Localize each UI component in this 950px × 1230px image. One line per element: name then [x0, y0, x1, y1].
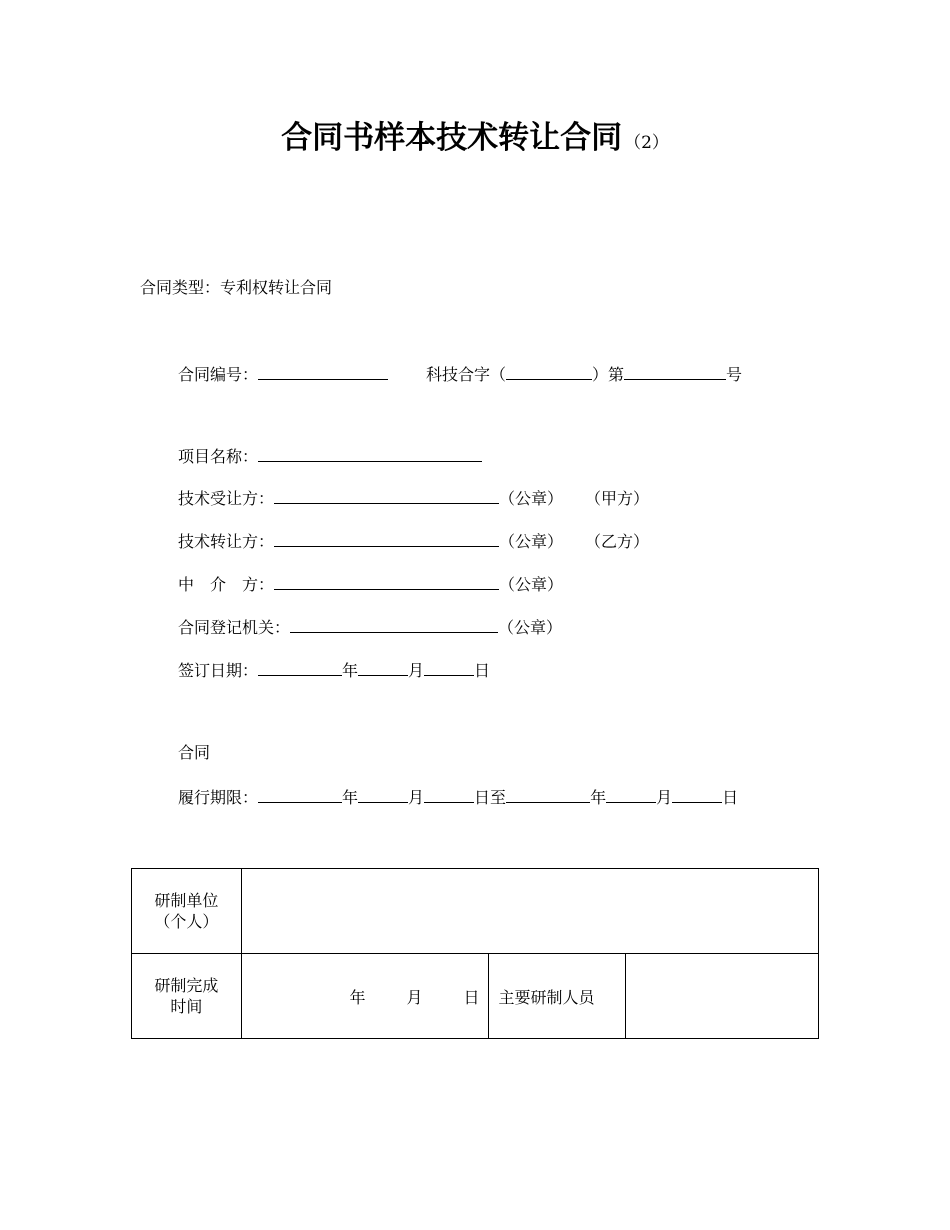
registry-blank[interactable] [290, 614, 498, 633]
term-start-day-blank[interactable] [424, 784, 474, 803]
completion-month-label: 月 [406, 987, 423, 1007]
contract-number-blank[interactable] [258, 361, 388, 380]
sign-year-blank[interactable] [258, 657, 342, 676]
intermediary-row [178, 571, 563, 595]
tech-suffix: 号 [726, 365, 743, 384]
term-label-1: 合同 [178, 743, 211, 762]
term-end-month-blank[interactable] [606, 784, 656, 803]
intermediary-blank[interactable] [274, 571, 499, 590]
term-day-to-label: 日至 [474, 788, 507, 807]
completion-day-label: 日 [463, 987, 480, 1007]
research-unit-value-cell[interactable] [241, 869, 818, 954]
party-b-label: （乙方） [585, 532, 650, 551]
document-title [0, 112, 950, 157]
sign-year-label: 年 [342, 661, 359, 680]
registry-row [178, 614, 562, 638]
transferor-blank[interactable] [274, 528, 499, 547]
research-unit-sub-label: （个人） [154, 912, 219, 931]
term-start-month-label: 月 [408, 788, 425, 807]
tech-mid: ）第 [592, 365, 625, 384]
sign-day-label: 日 [474, 661, 491, 680]
main-staff-label-cell [488, 954, 626, 1039]
project-name-blank[interactable] [258, 443, 482, 462]
term-end-year-blank[interactable] [506, 784, 590, 803]
project-name-label: 项目名称： [178, 447, 259, 466]
term-row [178, 784, 738, 808]
research-unit-label-cell [132, 869, 242, 954]
completion-time-label: 研制完成 [154, 976, 219, 995]
title-suffix: （2） [624, 133, 669, 153]
transferee-blank[interactable] [274, 485, 499, 504]
term-start-year-blank[interactable] [258, 784, 342, 803]
term-start-month-blank[interactable] [358, 784, 408, 803]
term-end-year-label: 年 [590, 788, 607, 807]
table-row [132, 954, 819, 1039]
tech-serial-blank[interactable] [624, 361, 726, 380]
completion-date-cell[interactable] [241, 954, 488, 1039]
seal-label: （公章） [498, 618, 563, 637]
term-end-month-label: 月 [656, 788, 673, 807]
completion-time-sub-label: 时间 [170, 997, 203, 1016]
completion-time-label-cell [132, 954, 242, 1039]
tech-prefix: 科技合字（ [426, 365, 507, 384]
main-staff-label: 主要研制人员 [498, 987, 595, 1007]
completion-year-label: 年 [349, 987, 366, 1007]
contract-number-label: 合同编号： [178, 365, 259, 384]
registry-label: 合同登记机关： [178, 618, 291, 637]
contract-type: 合同类型：专利权转让合同 [140, 278, 333, 297]
tech-code-blank[interactable] [506, 361, 592, 380]
transferee-row [178, 485, 649, 509]
main-staff-value-cell[interactable] [626, 954, 819, 1039]
transferor-label: 技术转让方： [178, 532, 275, 551]
seal-label: （公章） [499, 489, 564, 508]
term-end-day-blank[interactable] [672, 784, 722, 803]
research-info-table [131, 868, 819, 1039]
term-start-year-label: 年 [342, 788, 359, 807]
sign-month-label: 月 [408, 661, 425, 680]
party-a-label: （甲方） [585, 489, 650, 508]
sign-date-label: 签订日期： [178, 661, 259, 680]
seal-label: （公章） [499, 532, 564, 551]
term-label-2: 履行期限： [178, 788, 259, 807]
sign-month-blank[interactable] [358, 657, 408, 676]
research-unit-label: 研制单位 [154, 891, 219, 910]
sign-date-row [178, 657, 490, 681]
project-name-row [178, 443, 482, 467]
transferee-label: 技术受让方： [178, 489, 275, 508]
intermediary-label: 中 介 方： [178, 575, 275, 594]
seal-label: （公章） [499, 575, 564, 594]
title-main: 合同书样本技术转让合同 [281, 120, 623, 156]
transferor-row [178, 528, 649, 552]
table-row [132, 869, 819, 954]
contract-number-row [178, 361, 742, 385]
sign-day-blank[interactable] [424, 657, 474, 676]
term-end-day-label: 日 [722, 788, 739, 807]
